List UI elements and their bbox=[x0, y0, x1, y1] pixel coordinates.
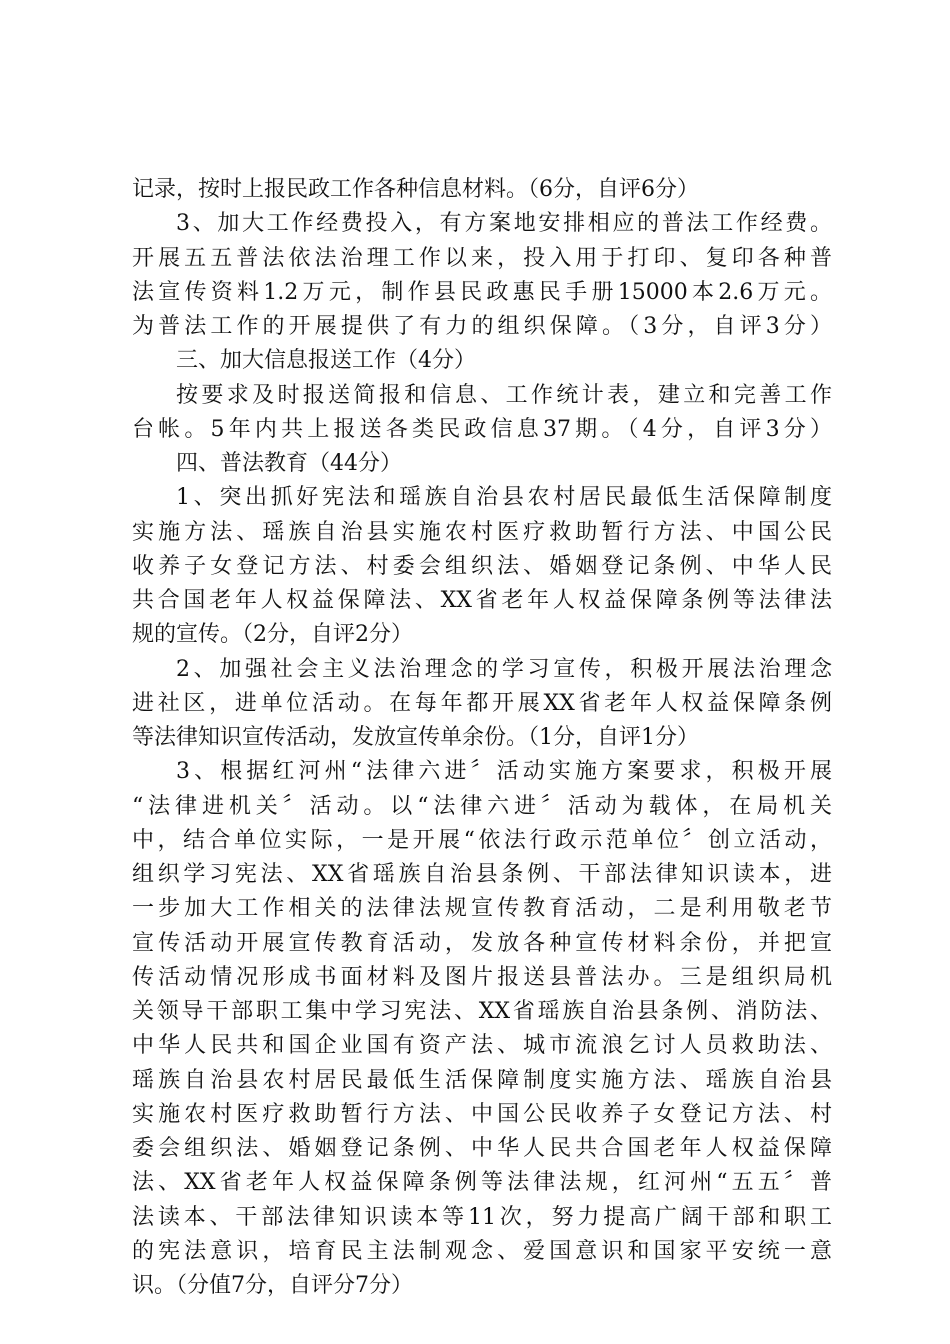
text-line: 中华人民共和国企业国有资产法、城市流浪乞讨人员救助法、 bbox=[132, 1033, 832, 1059]
text-line: 三、加大信息报送工作（4分） bbox=[176, 348, 476, 374]
text-line: 3、根据红河州“法律六进〞活动实施方案要求，积极开展 bbox=[176, 759, 832, 785]
text-line: 规的宣传。（2分，自评2分） bbox=[132, 622, 413, 648]
text-line: 法、XX省老年人权益保障条例等法律法规，红河州“五五〞普 bbox=[132, 1170, 832, 1196]
text-line: 法宣传资料1.2万元，制作县民政惠民手册15000本2.6万元。 bbox=[132, 279, 832, 305]
text-line: 实施方法、瑶族自治县实施农村医疗救助暂行方法、中国公民 bbox=[132, 519, 832, 545]
text-line: 进社区，进单位活动。在每年都开展XX省老年人权益保障条例 bbox=[132, 690, 832, 716]
document-body bbox=[132, 173, 832, 1303]
text-line: 按要求及时报送简报和信息、工作统计表，建立和完善工作 bbox=[176, 382, 832, 408]
text-line: 等法律知识宣传活动，发放宣传单余份。（1分，自评1分） bbox=[132, 725, 699, 750]
text-line: 实施农村医疗救助暂行方法、中国公民收养子女登记方法、村 bbox=[132, 1101, 832, 1127]
text-line: 关领导干部职工集中学习宪法、XX省瑶族自治县条例、消防法、 bbox=[132, 999, 832, 1024]
text-line: 识。（分值7分，自评分7分） bbox=[132, 1273, 413, 1298]
text-line: 共合国老年人权益保障法、XX省老年人权益保障条例等法律法 bbox=[132, 588, 832, 613]
text-line: 宣传活动开展宣传教育活动，发放各种宣传材料余份，并把宣 bbox=[132, 930, 832, 956]
text-line: 传活动情况形成书面材料及图片报送县普法办。三是组织局机 bbox=[132, 964, 832, 990]
text-line: 为普法工作的开展提供了有力的组织保障。（3分，自评3分） bbox=[132, 314, 832, 339]
text-line: 记录，按时上报民政工作各种信息材料。（6分，自评6分） bbox=[132, 177, 699, 202]
text-line: 1、突出抓好宪法和瑶族自治县农村居民最低生活保障制度 bbox=[176, 485, 832, 511]
text-line: 法读本、干部法律知识读本等11次，努力提高广阔干部和职工 bbox=[132, 1204, 832, 1230]
text-line: 组织学习宪法、XX省瑶族自治县条例、干部法律知识读本，进 bbox=[132, 862, 832, 887]
text-line: 委会组织法、婚姻登记条例、中华人民共合国老年人权益保障 bbox=[132, 1136, 832, 1161]
text-line: 的宪法意识，培育民主法制观念、爱国意识和国家平安统一意 bbox=[132, 1238, 832, 1264]
text-line: “法律进机关〞活动。以“法律六进〞活动为载体，在局机关 bbox=[132, 793, 832, 819]
text-line: 一步加大工作相关的法律法规宣传教育活动，二是利用敬老节 bbox=[132, 896, 832, 922]
text-line: 瑶族自治县农村居民最低生活保障制度实施方法、瑶族自治县 bbox=[132, 1067, 832, 1093]
text-line: 3、加大工作经费投入，有方案地安排相应的普法工作经费。 bbox=[176, 211, 832, 237]
text-line: 收养子女登记方法、村委会组织法、婚姻登记条例、中华人民 bbox=[132, 553, 832, 579]
text-line: 2、加强社会主义法治理念的学习宣传，积极开展法治理念 bbox=[176, 656, 832, 682]
text-line: 开展五五普法依法治理工作以来，投入用于打印、复印各种普 bbox=[132, 245, 832, 271]
text-line: 中，结合单位实际，一是开展“依法行政示范单位〞创立活动， bbox=[132, 827, 832, 853]
text-line: 台帐。5年内共上报送各类民政信息37期。（4分，自评3分） bbox=[132, 416, 832, 442]
text-line: 四、普法教育（44分） bbox=[176, 451, 402, 476]
